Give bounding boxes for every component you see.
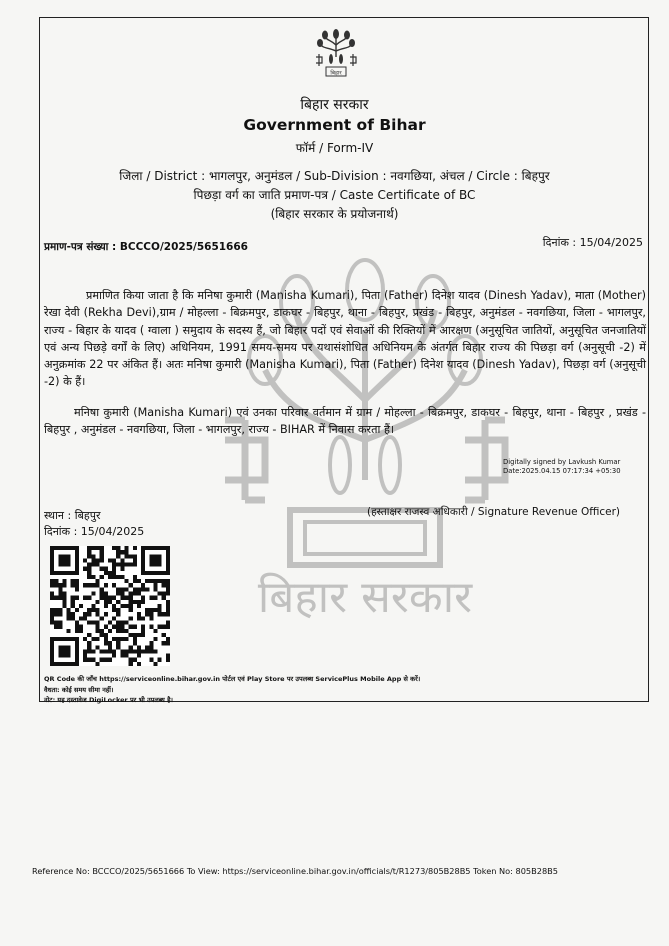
validity-note: वैधता: कोई समय सीमा नहीं। (44, 686, 114, 694)
certificate-paragraph-2: मनिषा कुमारी (Manisha Kumari) एवं उनका परिवार वर्तमान में ग्राम / मोहल्ला - बिक्रमपुर, डाकघर - बिहपुर, थाना - बिहपुर , प्रखंड - बिहपुर , अनुमंडल - नवगछिया, जिला - भागलपुर, राज्य - BIHAR में निवास करता हैं। (44, 406, 646, 437)
signature-date: दिनांक : 15/04/2025 (44, 525, 145, 538)
title-hindi: बिहार सरकार (300, 97, 369, 113)
location-line: जिला / District : भागलपुर, अनुमंडल / Sub-Division : नवगछिया, अंचल / Circle : बिहपुर (119, 169, 550, 183)
emblem-caption: बिहार (330, 70, 342, 77)
certificate-number: प्रमाण-पत्र संख्या : BCCCO/2025/5651666 (44, 241, 248, 253)
place-label: स्थान : बिहपुर (44, 509, 101, 522)
reference-footer: Reference No: BCCCO/2025/5651666 To View: https://serviceonline.bihar.gov.in/officials/t/R1273/805B28B5 Token No: 805B28B5 (32, 866, 559, 876)
title-english: Government of Bihar (243, 116, 426, 134)
digital-signature-line-1: Digitally signed by Lavkush Kumar (503, 458, 621, 466)
watermark-text: बिहार सरकार (257, 572, 473, 623)
certificate-paragraph-1: प्रमाणित किया जाता है कि मनिषा कुमारी (Manisha Kumari), पिता (Father) दिनेश यादव (Dinesh Yadav), माता (Mother) रेखा देवी (Rekha Devi),ग्राम / मोहल्ला - बिक्रमपुर, डाकघर - बिहपुर, थाना - बिहपुर, प्रखंड - बिहपुर, अनुमंडल - नवगछिया, जिला - भागलपुर, राज्य - बिहार के यादव ( ग्वाला ) समुदाय के सदस्य हैं, जो बिहार पदों एवं सेवाओं की रिक्तियों में आरक्षण (अनुसूचित जातियों, अनुसूचित जनजातियों एवं अन्य पिछड़े वर्गों के लिए) अधिनियम, 1991 समय-समय पर यथासंशोधित अधिनियम के अंतर्गत बिहार राज्य की पिछड़ा वर्ग (अनुसूची -2) में अनुक्रमांक 22 पर अंकित हैं। अतः मनिषा कुमारी (Manisha Kumari), पिता (Father) दिनेश यादव (Dinesh Yadav), पिछड़ा वर्ग (अनुसूची -2) के हैं। (44, 289, 646, 389)
bihar-emblem-icon (312, 27, 360, 77)
certificate-date: दिनांक : 15/04/2025 (542, 236, 643, 249)
digilocker-note: नोट: यह दस्तावेज DigiLocker पर भी उपलब्ध है। (44, 696, 173, 704)
certificate-title: पिछड़ा वर्ग का जाति प्रमाण-पत्र / Caste Certificate of BC (193, 188, 476, 202)
qr-code[interactable] (50, 546, 170, 666)
certificate-purpose: (बिहार सरकार के प्रयोजनार्थ) (270, 207, 399, 221)
digital-signature-line-2: Date:2025.04.15 07:17:34 +05:30 (503, 467, 621, 475)
signatory-label: (हस्ताक्षर राजस्व अधिकारी / Signature Revenue Officer) (367, 506, 621, 518)
form-number: फॉर्म / Form-IV (295, 141, 374, 155)
qr-verification-note: QR Code की जाँच https://serviceonline.bihar.gov.in पोर्टल एवं Play Store पर उपलब्ध ServicePlus Mobile App से करें। (44, 675, 421, 683)
